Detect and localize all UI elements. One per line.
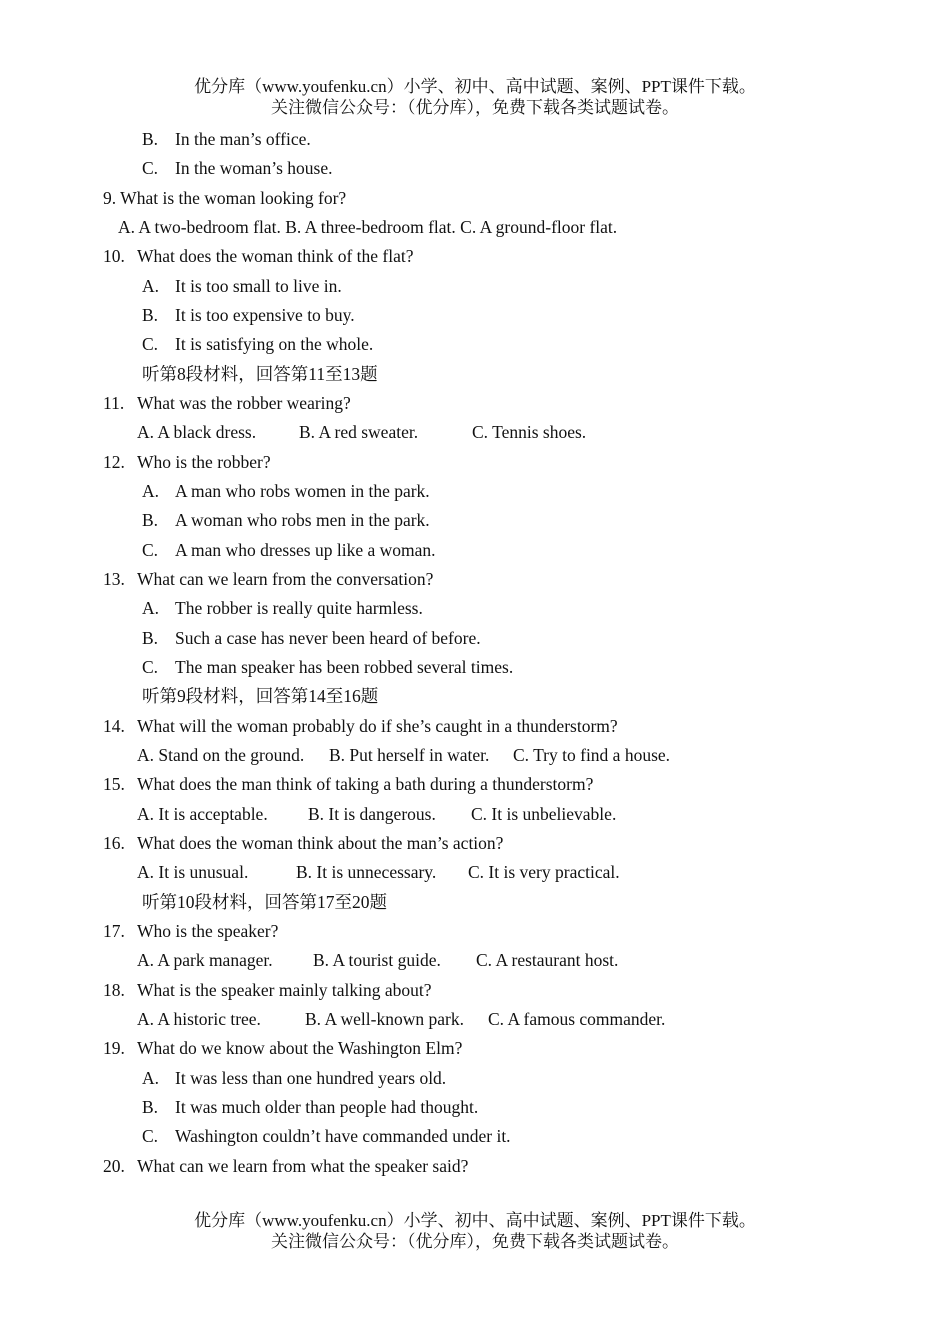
question-text: What does the man think of taking a bath during a thunderstorm?: [137, 774, 594, 794]
question-number: 20.: [103, 1156, 125, 1176]
option-text: It was much older than people had thought.: [175, 1097, 479, 1117]
question-number: 16.: [103, 833, 125, 853]
q15-options: [137, 802, 616, 826]
q13-option-a: [142, 596, 423, 620]
q11-option-a: A. A black dress.: [137, 422, 257, 442]
question-text: What will the woman probably do if she’s caught in a thunderstorm?: [137, 716, 618, 736]
option-text: The robber is really quite harmless.: [175, 598, 423, 618]
option-text: Such a case has never been heard of before.: [175, 628, 481, 648]
option-letter: A.: [142, 1068, 160, 1088]
option-text: A woman who robs men in the park.: [175, 510, 430, 530]
option-letter: A.: [142, 481, 160, 501]
q15-option-c: C. It is unbelievable.: [471, 804, 617, 824]
question-text: What does the woman think of the flat?: [137, 246, 414, 266]
section-10-heading: 听第10段材料，回答第17至20题: [142, 892, 387, 912]
q17-stem: [103, 919, 278, 943]
option-text: The man speaker has been robbed several times.: [175, 657, 514, 677]
question-text: What was the robber wearing?: [137, 393, 351, 413]
q14-option-c: C. Try to find a house.: [513, 745, 671, 765]
option-letter: B.: [142, 305, 159, 325]
footer-line-1: 优分库（www.youfenku.cn）小学、初中、高中试题、案例、PPT课件下载。: [194, 1211, 756, 1230]
question-text: What can we learn from what the speaker said?: [137, 1156, 469, 1176]
q14-option-b: B. Put herself in water.: [329, 745, 490, 765]
question-number: 17.: [103, 921, 125, 941]
option-text: It is too expensive to buy.: [175, 305, 355, 325]
q17-option-c: C. A restaurant host.: [476, 950, 619, 970]
q12-option-a: [142, 479, 430, 503]
page-footer: [0, 1210, 950, 1252]
question-text: Who is the speaker?: [137, 921, 279, 941]
q16-options: [137, 860, 620, 884]
question-number: 18.: [103, 980, 125, 1000]
q11-options: [137, 420, 586, 444]
option-letter: C.: [142, 158, 159, 178]
q12-option-b: [142, 508, 430, 532]
q18-option-b: B. A well-known park.: [305, 1009, 464, 1029]
option-text: Washington couldn’t have commanded under it.: [175, 1126, 511, 1146]
question-number: 15.: [103, 774, 125, 794]
q12-option-c: [142, 538, 436, 562]
question-text: What can we learn from the conversation?: [137, 569, 434, 589]
q13-option-c: [142, 655, 513, 679]
option-text: A man who dresses up like a woman.: [175, 540, 436, 560]
header-line-1: 优分库（www.youfenku.cn）小学、初中、高中试题、案例、PPT课件下载。: [194, 77, 756, 96]
footer-line-2: 关注微信公众号：（优分库），免费下载各类试题试卷。: [271, 1232, 679, 1251]
q14-options: [137, 743, 670, 767]
question-number: 10.: [103, 246, 125, 266]
q19-option-b: [142, 1095, 478, 1119]
q14-option-a: A. Stand on the ground.: [137, 745, 305, 765]
option-letter: C.: [142, 540, 159, 560]
q13-option-b: [142, 626, 481, 650]
option-text: It was less than one hundred years old.: [175, 1068, 447, 1088]
option-letter: B.: [142, 129, 159, 149]
option-letter: C.: [142, 1126, 159, 1146]
q18-option-a: A. A historic tree.: [137, 1009, 261, 1029]
section-8-heading: 听第8段材料，回答第11至13题: [142, 364, 378, 384]
q10-stem: [103, 244, 414, 268]
question-number: 14.: [103, 716, 125, 736]
q11-option-b: B. A red sweater.: [299, 422, 419, 442]
q18-stem: [103, 978, 432, 1002]
q15-stem: [103, 772, 593, 796]
q16-option-a: A. It is unusual.: [137, 862, 249, 882]
q16-option-b: B. It is unnecessary.: [296, 862, 437, 882]
q9-option-c: C. A ground-floor flat.: [460, 217, 618, 237]
q16-stem: [103, 831, 503, 855]
q9-stem: 9. What is the woman looking for?: [103, 188, 347, 208]
q9-option-a: A. A two-bedroom flat.: [118, 217, 281, 237]
q15-option-b: B. It is dangerous.: [308, 804, 436, 824]
option-text: In the woman’s house.: [175, 158, 333, 178]
page-header: [0, 76, 950, 118]
option-text: It is satisfying on the whole.: [175, 334, 374, 354]
question-text: Who is the robber?: [137, 452, 271, 472]
q19-stem: [103, 1036, 462, 1060]
q9-option-b: B. A three-bedroom flat.: [285, 217, 456, 237]
q11-stem: [103, 391, 351, 415]
q13-stem: [103, 567, 433, 591]
q8-option-b: [142, 127, 311, 151]
question-number: 12.: [103, 452, 125, 472]
q19-option-a: [142, 1066, 446, 1090]
q12-stem: [103, 450, 271, 474]
option-letter: B.: [142, 510, 159, 530]
q18-options: [137, 1007, 665, 1031]
q14-stem: [103, 714, 618, 738]
option-letter: B.: [142, 1097, 159, 1117]
q19-option-c: [142, 1124, 511, 1148]
option-letter: A.: [142, 598, 160, 618]
question-number: 13.: [103, 569, 125, 589]
q17-options: [137, 948, 618, 972]
header-line-2: 关注微信公众号：（优分库），免费下载各类试题试卷。: [271, 98, 679, 117]
option-letter: B.: [142, 628, 159, 648]
option-text: In the man’s office.: [175, 129, 311, 149]
q11-option-c: C. Tennis shoes.: [472, 422, 587, 442]
q10-option-c: [142, 332, 373, 356]
q10-option-b: [142, 303, 355, 327]
q8-option-c: [142, 156, 332, 180]
q15-option-a: A. It is acceptable.: [137, 804, 268, 824]
section-9-heading: 听第9段材料，回答第14至16题: [142, 686, 379, 706]
question-number: 19.: [103, 1038, 125, 1058]
q20-stem: [103, 1154, 468, 1178]
question-text: What is the speaker mainly talking about?: [137, 980, 432, 1000]
option-text: It is too small to live in.: [175, 276, 342, 296]
q9-options: [118, 215, 617, 239]
option-letter: C.: [142, 657, 159, 677]
q17-option-b: B. A tourist guide.: [313, 950, 441, 970]
q18-option-c: C. A famous commander.: [488, 1009, 666, 1029]
q17-option-a: A. A park manager.: [137, 950, 273, 970]
question-text: What does the woman think about the man’s action?: [137, 833, 504, 853]
question-number: 11.: [103, 393, 125, 413]
q16-option-c: C. It is very practical.: [468, 862, 620, 882]
option-text: A man who robs women in the park.: [175, 481, 430, 501]
option-letter: A.: [142, 276, 160, 296]
question-text: What do we know about the Washington Elm?: [137, 1038, 463, 1058]
q10-option-a: [142, 274, 342, 298]
option-letter: C.: [142, 334, 159, 354]
